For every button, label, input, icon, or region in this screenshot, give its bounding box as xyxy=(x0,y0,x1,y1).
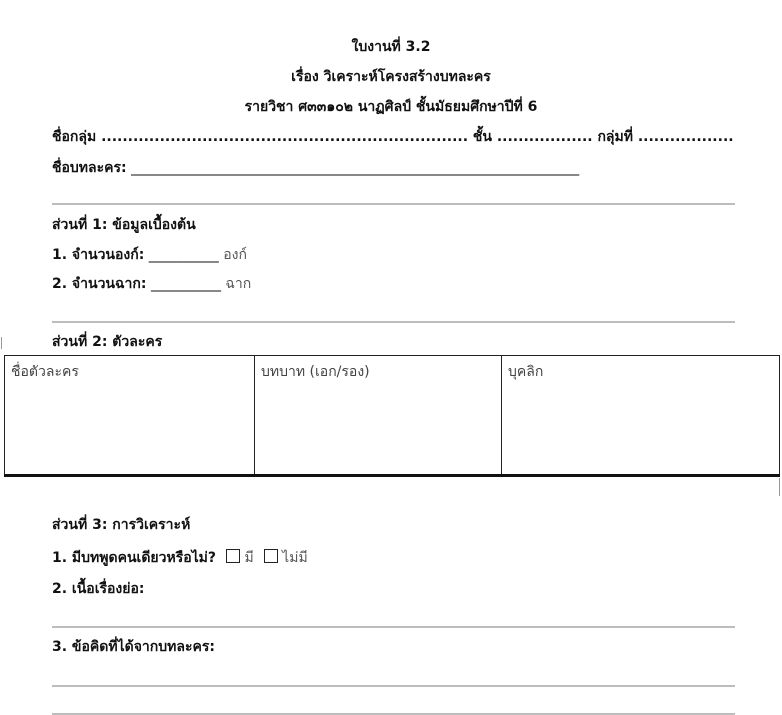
section1-title: ส่วนที่ 1: ข้อมูลเบื้องต้น xyxy=(52,217,196,233)
scenes-count-row xyxy=(52,273,251,295)
divider xyxy=(52,685,735,687)
table-left-marker xyxy=(1,337,2,349)
play-name-label: ชื่อบทละคร: xyxy=(52,160,127,176)
worksheet-subject: เรื่อง วิเคราะห์โครงสร้างบทละคร xyxy=(291,69,491,85)
divider xyxy=(52,626,735,628)
section3-title: ส่วนที่ 3: การวิเคราะห์ xyxy=(52,517,191,533)
column-role[interactable]: บทบาท (เอก/รอง) xyxy=(255,356,502,476)
scenes-unit: ฉาก xyxy=(225,276,252,292)
column-character-name[interactable]: ชื่อตัวละคร xyxy=(5,356,255,476)
scenes-count-blank: __________ xyxy=(150,276,221,292)
checkbox-no[interactable] xyxy=(264,549,278,563)
play-name-blank: ________________________________________________________________ xyxy=(131,160,580,176)
divider xyxy=(52,203,735,205)
worksheet-title: ใบงานที่ 3.2 xyxy=(351,39,431,55)
synopsis-label: 2. เนื้อเรื่องย่อ: xyxy=(52,581,145,597)
group-name-line: ชื่อกลุ่ม ..................................................................... ชั้น .................. กลุ่มที่ .................. xyxy=(52,129,734,145)
monologue-row xyxy=(52,547,308,569)
lesson-label: 3. ข้อคิดที่ได้จากบทละคร: xyxy=(52,639,215,655)
acts-count-label: 1. จำนวนองก์: xyxy=(52,247,145,263)
option-yes-label: มี xyxy=(244,550,254,566)
monologue-question: 1. มีบทพูดคนเดียวหรือไม่? xyxy=(52,550,217,566)
play-name-row xyxy=(52,157,579,179)
characters-table xyxy=(4,355,780,477)
column-personality[interactable]: บุคลิก xyxy=(502,356,780,476)
section2-title: ส่วนที่ 2: ตัวละคร xyxy=(52,334,163,350)
divider xyxy=(52,321,735,323)
table-right-marker xyxy=(779,478,780,496)
acts-unit: องก์ xyxy=(223,247,247,263)
worksheet-course: รายวิชา ศ๓๓๑๐๒ นาฏศิลป์ ชั้นมัธยมศึกษาปีที่ 6 xyxy=(244,99,538,115)
checkbox-yes[interactable] xyxy=(226,549,240,563)
scenes-count-label: 2. จำนวนฉาก: xyxy=(52,276,147,292)
option-no-label: ไม่มี xyxy=(282,550,308,566)
acts-count-row xyxy=(52,244,247,266)
acts-count-blank: __________ xyxy=(148,247,219,263)
